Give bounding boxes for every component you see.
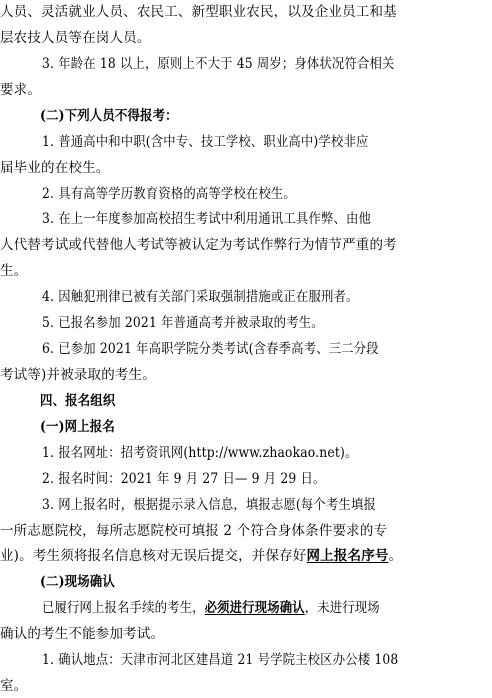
text-segment: ，未进行现场 — [304, 600, 380, 617]
subsection-heading: (一)网上报名 — [40, 418, 115, 435]
text-line: 1. 普通高中和中职(含中专、技工学校、职业高中)学校非应 — [42, 133, 369, 150]
text-line — [42, 598, 488, 618]
text-segment: 。 — [388, 548, 403, 565]
section-heading: 四、报名组织 — [40, 392, 116, 409]
text-line: 1. 报名网址：招考资讯网(http://www.zhaokao.net)。 — [42, 444, 358, 461]
text-line: 生。 — [0, 263, 28, 280]
text-segment: 业)。考生须将报名信息核对无误后提交，并保存好 — [0, 548, 307, 565]
text-line — [0, 546, 488, 566]
text-line: 层农技人员等在岗人员。 — [0, 29, 151, 46]
text-line: 4. 因触犯刑律已被有关部门采取强制措施或正在服刑者。 — [42, 289, 359, 306]
text-line: 3. 在上一年度参加高校招生考试中利用通讯工具作弊、由他 — [42, 211, 372, 228]
text-line: 3. 网上报名时，根据提示录入信息，填报志愿(每个考生填报 — [42, 496, 377, 513]
text-line: 要求。 — [0, 81, 42, 98]
text-line: 2. 具有高等学历教育资格的高等学校在校生。 — [42, 185, 296, 202]
text-line: 2. 报名时间：2021 年 9 月 27 日— 9 月 29 日。 — [42, 470, 326, 487]
text-line: 室。 — [0, 678, 28, 694]
text-line: 届毕业的在校生。 — [0, 159, 110, 176]
text-line: 1. 确认地点：天津市河北区建昌道 21 号学院主校区办公楼 108 — [42, 652, 399, 669]
text-line: 确认的考生不能参加考试。 — [0, 626, 165, 643]
text-line: 一所志愿院校，每所志愿院校可填报 2 个符合身体条件要求的专 — [0, 522, 388, 539]
text-segment: 已履行网上报名手续的考生， — [42, 600, 205, 617]
section-heading: (二)下列人员不得报考： — [40, 107, 178, 124]
subsection-heading: (二)现场确认 — [40, 574, 115, 591]
text-line: 6. 已参加 2021 年高职学院分类考试(含春季高考、三二分段 — [42, 341, 379, 357]
text-line: 3. 年龄在 18 以上，原则上不大于 45 周岁；身体状况符合相关 — [42, 55, 395, 72]
text-line: 人代替考试或代替他人考试等被认定为考试作弊行为情节严重的考 — [0, 237, 397, 254]
text-line: 5. 已报名参加 2021 年普通高考并被录取的考生。 — [42, 315, 324, 332]
text-line: 考试等)并被录取的考生。 — [0, 366, 156, 383]
text-line: 人员、灵活就业人员、农民工、新型职业农民，以及企业员工和基 — [0, 4, 397, 20]
emphasis-text: 网上报名序号 — [306, 548, 389, 565]
emphasis-text: 必须进行现场确认 — [204, 600, 305, 617]
